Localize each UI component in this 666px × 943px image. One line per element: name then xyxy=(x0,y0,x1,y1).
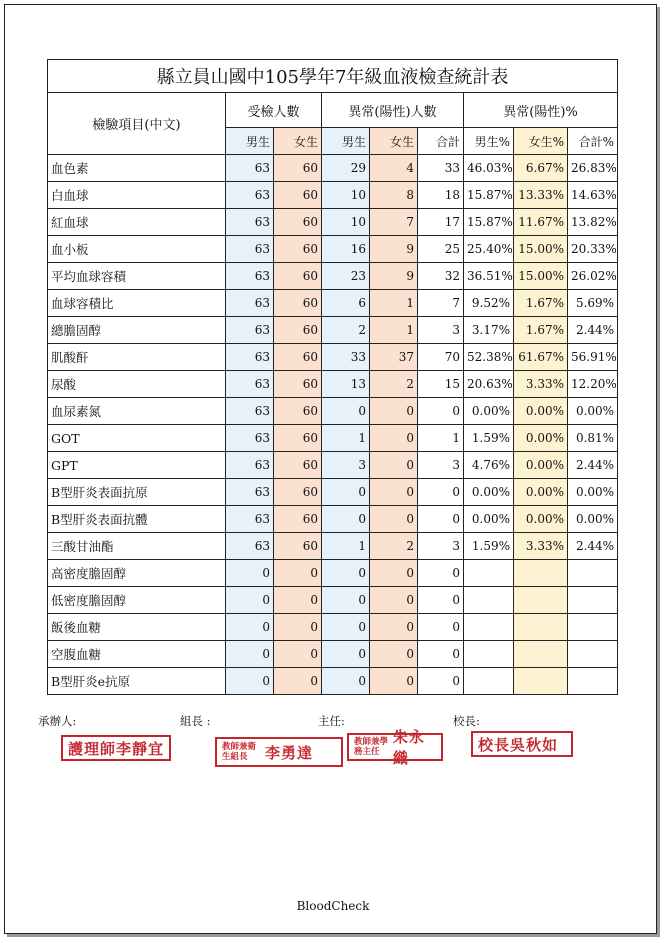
cell-pm: 9.52% xyxy=(464,290,514,317)
cell-at: 25 xyxy=(418,236,464,263)
cell-f: 0 xyxy=(274,668,322,695)
table-row xyxy=(48,479,618,506)
cell-am: 0 xyxy=(322,560,370,587)
col-total-pct: 合計% xyxy=(568,128,618,155)
cell-pm: 36.51% xyxy=(464,263,514,290)
cell-name: 血尿素氮 xyxy=(48,398,226,425)
cell-pt: 26.02% xyxy=(568,263,618,290)
section-chief-stamp: 教師兼衛生組長 李勇達 xyxy=(215,737,343,767)
cell-am: 0 xyxy=(322,587,370,614)
cell-am: 0 xyxy=(322,668,370,695)
table-row xyxy=(48,452,618,479)
cell-name: 血球容積比 xyxy=(48,290,226,317)
principal-stamp: 校長吳秋如 xyxy=(471,731,573,757)
table-row xyxy=(48,398,618,425)
table-row xyxy=(48,668,618,695)
handler-stamp: 護理師李靜宜 xyxy=(61,735,171,761)
cell-pm xyxy=(464,668,514,695)
cell-pf xyxy=(514,560,568,587)
abnormal-pct-header: 異常(陽性)% xyxy=(464,93,618,128)
cell-am: 0 xyxy=(322,641,370,668)
cell-at: 3 xyxy=(418,317,464,344)
table-row xyxy=(48,344,618,371)
cell-pm: 0.00% xyxy=(464,398,514,425)
cell-name: 血小板 xyxy=(48,236,226,263)
cell-af: 0 xyxy=(370,506,418,533)
cell-pf: 15.00% xyxy=(514,236,568,263)
cell-f: 60 xyxy=(274,209,322,236)
cell-pt: 2.44% xyxy=(568,452,618,479)
cell-pf: 0.00% xyxy=(514,452,568,479)
cell-at: 0 xyxy=(418,398,464,425)
cell-pm xyxy=(464,587,514,614)
cell-am: 10 xyxy=(322,209,370,236)
col-female: 女生 xyxy=(274,128,322,155)
cell-m: 63 xyxy=(226,344,274,371)
cell-name: 血色素 xyxy=(48,155,226,182)
cell-f: 60 xyxy=(274,317,322,344)
cell-m: 63 xyxy=(226,182,274,209)
cell-pt: 0.00% xyxy=(568,398,618,425)
cell-pt: 20.33% xyxy=(568,236,618,263)
cell-am: 0 xyxy=(322,398,370,425)
table-row xyxy=(48,317,618,344)
cell-am: 1 xyxy=(322,425,370,452)
table-row xyxy=(48,209,618,236)
cell-pt: 0.00% xyxy=(568,479,618,506)
cell-pt: 2.44% xyxy=(568,317,618,344)
table-row xyxy=(48,425,618,452)
cell-f: 60 xyxy=(274,533,322,560)
handler-label: 承辦人: xyxy=(38,714,77,728)
cell-m: 63 xyxy=(226,398,274,425)
cell-f: 60 xyxy=(274,263,322,290)
signature-area xyxy=(0,713,666,773)
cell-af: 7 xyxy=(370,209,418,236)
cell-pm: 52.38% xyxy=(464,344,514,371)
cell-name: 高密度膽固醇 xyxy=(48,560,226,587)
table-row xyxy=(48,236,618,263)
cell-pt: 12.20% xyxy=(568,371,618,398)
cell-pt: 56.91% xyxy=(568,344,618,371)
cell-pm: 15.87% xyxy=(464,209,514,236)
cell-at: 32 xyxy=(418,263,464,290)
cell-name: GPT xyxy=(48,452,226,479)
section-chief-label: 組長 : xyxy=(180,714,211,728)
director-stamp: 教師兼學務主任 朱永織 xyxy=(347,733,443,761)
cell-f: 60 xyxy=(274,182,322,209)
table-row xyxy=(48,560,618,587)
cell-f: 60 xyxy=(274,290,322,317)
table-row xyxy=(48,533,618,560)
cell-name: 肌酸酐 xyxy=(48,344,226,371)
cell-pf: 3.33% xyxy=(514,533,568,560)
cell-af: 1 xyxy=(370,290,418,317)
cell-pm: 46.03% xyxy=(464,155,514,182)
cell-am: 29 xyxy=(322,155,370,182)
cell-pm xyxy=(464,641,514,668)
cell-name: 飯後血糖 xyxy=(48,614,226,641)
cell-at: 17 xyxy=(418,209,464,236)
cell-at: 0 xyxy=(418,479,464,506)
cell-pm: 0.00% xyxy=(464,506,514,533)
cell-af: 2 xyxy=(370,371,418,398)
cell-m: 63 xyxy=(226,263,274,290)
cell-m: 63 xyxy=(226,371,274,398)
cell-m: 0 xyxy=(226,668,274,695)
cell-af: 0 xyxy=(370,452,418,479)
cell-af: 0 xyxy=(370,425,418,452)
cell-f: 60 xyxy=(274,452,322,479)
cell-pm: 1.59% xyxy=(464,425,514,452)
cell-name: 低密度膽固醇 xyxy=(48,587,226,614)
cell-at: 1 xyxy=(418,425,464,452)
cell-name: B型肝炎表面抗體 xyxy=(48,506,226,533)
cell-f: 0 xyxy=(274,614,322,641)
cell-am: 1 xyxy=(322,533,370,560)
cell-f: 60 xyxy=(274,371,322,398)
cell-at: 18 xyxy=(418,182,464,209)
cell-name: B型肝炎表面抗原 xyxy=(48,479,226,506)
cell-af: 8 xyxy=(370,182,418,209)
cell-f: 60 xyxy=(274,479,322,506)
cell-m: 63 xyxy=(226,290,274,317)
col-abn-total: 合計 xyxy=(418,128,464,155)
cell-af: 9 xyxy=(370,236,418,263)
cell-pt xyxy=(568,614,618,641)
cell-at: 3 xyxy=(418,533,464,560)
cell-pf: 1.67% xyxy=(514,317,568,344)
cell-pf: 6.67% xyxy=(514,155,568,182)
cell-pf: 0.00% xyxy=(514,398,568,425)
table-title: 縣立員山國中105學年7年級血液檢查統計表 xyxy=(48,60,618,93)
cell-pm: 4.76% xyxy=(464,452,514,479)
cell-pf xyxy=(514,641,568,668)
cell-name: 空腹血糖 xyxy=(48,641,226,668)
cell-m: 63 xyxy=(226,479,274,506)
cell-af: 9 xyxy=(370,263,418,290)
cell-am: 13 xyxy=(322,371,370,398)
cell-at: 0 xyxy=(418,506,464,533)
cell-pt xyxy=(568,641,618,668)
cell-am: 6 xyxy=(322,290,370,317)
cell-f: 0 xyxy=(274,587,322,614)
cell-at: 0 xyxy=(418,614,464,641)
cell-m: 0 xyxy=(226,560,274,587)
table-row xyxy=(48,506,618,533)
cell-pf: 11.67% xyxy=(514,209,568,236)
table-row xyxy=(48,371,618,398)
cell-am: 2 xyxy=(322,317,370,344)
cell-af: 2 xyxy=(370,533,418,560)
cell-m: 63 xyxy=(226,155,274,182)
cell-pf xyxy=(514,614,568,641)
cell-f: 60 xyxy=(274,344,322,371)
cell-am: 16 xyxy=(322,236,370,263)
cell-pf: 0.00% xyxy=(514,506,568,533)
cell-pf: 0.00% xyxy=(514,425,568,452)
cell-pt: 14.63% xyxy=(568,182,618,209)
table-row xyxy=(48,182,618,209)
table-row xyxy=(48,614,618,641)
cell-pm: 1.59% xyxy=(464,533,514,560)
cell-at: 0 xyxy=(418,668,464,695)
cell-name: 紅血球 xyxy=(48,209,226,236)
footer-label: BloodCheck xyxy=(296,899,370,913)
cell-f: 60 xyxy=(274,506,322,533)
col-abn-male: 男生 xyxy=(322,128,370,155)
cell-af: 1 xyxy=(370,317,418,344)
table-row xyxy=(48,587,618,614)
cell-m: 63 xyxy=(226,425,274,452)
cell-pt xyxy=(568,668,618,695)
cell-am: 10 xyxy=(322,182,370,209)
cell-name: 平均血球容積 xyxy=(48,263,226,290)
director-label: 主任: xyxy=(318,714,345,728)
cell-name: GOT xyxy=(48,425,226,452)
cell-af: 37 xyxy=(370,344,418,371)
cell-m: 0 xyxy=(226,641,274,668)
cell-pt: 0.81% xyxy=(568,425,618,452)
cell-m: 0 xyxy=(226,587,274,614)
cell-af: 4 xyxy=(370,155,418,182)
cell-pm xyxy=(464,560,514,587)
cell-af: 0 xyxy=(370,398,418,425)
cell-at: 70 xyxy=(418,344,464,371)
cell-name: 白血球 xyxy=(48,182,226,209)
col-male-pct: 男生% xyxy=(464,128,514,155)
cell-pf: 1.67% xyxy=(514,290,568,317)
cell-am: 0 xyxy=(322,479,370,506)
cell-pt xyxy=(568,587,618,614)
cell-f: 0 xyxy=(274,560,322,587)
col-male: 男生 xyxy=(226,128,274,155)
cell-pm xyxy=(464,614,514,641)
cell-name: 總膽固醇 xyxy=(48,317,226,344)
table-row xyxy=(48,155,618,182)
col-abn-female: 女生 xyxy=(370,128,418,155)
cell-m: 63 xyxy=(226,236,274,263)
abnormal-count-header: 異常(陽性)人數 xyxy=(322,93,464,128)
cell-at: 7 xyxy=(418,290,464,317)
table-row xyxy=(48,290,618,317)
cell-f: 60 xyxy=(274,155,322,182)
cell-af: 0 xyxy=(370,587,418,614)
cell-f: 60 xyxy=(274,236,322,263)
cell-at: 15 xyxy=(418,371,464,398)
cell-pm: 0.00% xyxy=(464,479,514,506)
cell-f: 60 xyxy=(274,425,322,452)
cell-pf: 0.00% xyxy=(514,479,568,506)
cell-af: 0 xyxy=(370,668,418,695)
item-header: 檢驗項目(中文) xyxy=(48,93,226,155)
cell-at: 33 xyxy=(418,155,464,182)
cell-pm: 3.17% xyxy=(464,317,514,344)
cell-at: 0 xyxy=(418,587,464,614)
cell-pm: 15.87% xyxy=(464,182,514,209)
cell-am: 0 xyxy=(322,506,370,533)
cell-name: B型肝炎e抗原 xyxy=(48,668,226,695)
table-row xyxy=(48,263,618,290)
cell-pt: 0.00% xyxy=(568,506,618,533)
cell-pt xyxy=(568,560,618,587)
table-row xyxy=(48,641,618,668)
cell-pf: 15.00% xyxy=(514,263,568,290)
cell-pt: 5.69% xyxy=(568,290,618,317)
cell-m: 63 xyxy=(226,317,274,344)
cell-name: 尿酸 xyxy=(48,371,226,398)
cell-am: 23 xyxy=(322,263,370,290)
cell-m: 63 xyxy=(226,452,274,479)
cell-af: 0 xyxy=(370,614,418,641)
examined-header: 受檢人數 xyxy=(226,93,322,128)
cell-pf: 3.33% xyxy=(514,371,568,398)
cell-at: 0 xyxy=(418,641,464,668)
cell-am: 3 xyxy=(322,452,370,479)
cell-af: 0 xyxy=(370,560,418,587)
cell-m: 63 xyxy=(226,506,274,533)
cell-pf: 13.33% xyxy=(514,182,568,209)
cell-af: 0 xyxy=(370,641,418,668)
cell-m: 63 xyxy=(226,533,274,560)
cell-at: 3 xyxy=(418,452,464,479)
cell-pt: 2.44% xyxy=(568,533,618,560)
cell-pt: 26.83% xyxy=(568,155,618,182)
cell-f: 60 xyxy=(274,398,322,425)
cell-pf xyxy=(514,668,568,695)
cell-pf xyxy=(514,587,568,614)
principal-label: 校長: xyxy=(453,714,480,728)
col-female-pct: 女生% xyxy=(514,128,568,155)
cell-m: 63 xyxy=(226,209,274,236)
cell-pm: 25.40% xyxy=(464,236,514,263)
cell-am: 33 xyxy=(322,344,370,371)
cell-af: 0 xyxy=(370,479,418,506)
cell-pf: 61.67% xyxy=(514,344,568,371)
cell-pt: 13.82% xyxy=(568,209,618,236)
cell-name: 三酸甘油酯 xyxy=(48,533,226,560)
blood-check-table xyxy=(47,59,618,695)
cell-at: 0 xyxy=(418,560,464,587)
cell-pm: 20.63% xyxy=(464,371,514,398)
cell-m: 0 xyxy=(226,614,274,641)
cell-am: 0 xyxy=(322,614,370,641)
cell-f: 0 xyxy=(274,641,322,668)
